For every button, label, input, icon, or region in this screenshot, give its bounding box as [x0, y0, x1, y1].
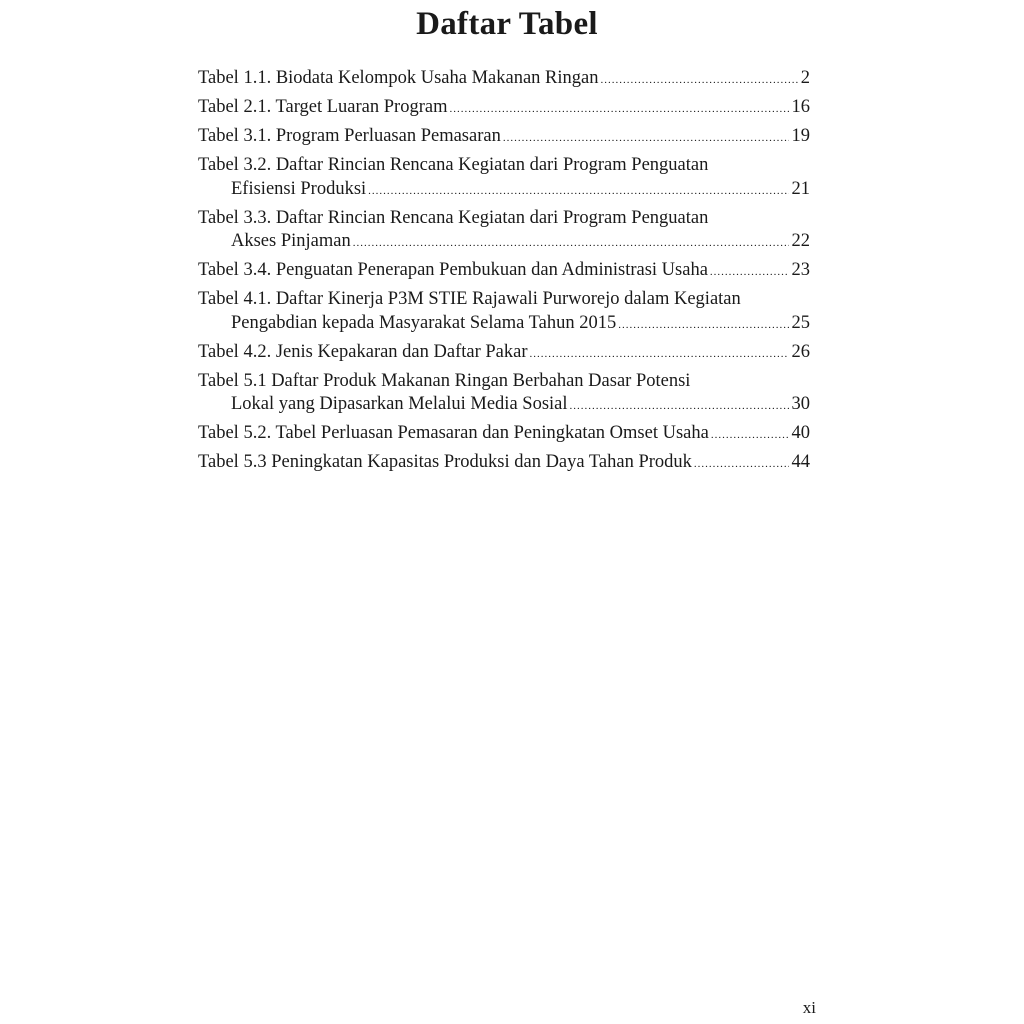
toc-page-number: 22 [791, 231, 810, 251]
dot-leader [503, 127, 789, 151]
dot-leader [449, 98, 788, 122]
toc-page-number: 16 [791, 97, 810, 117]
dot-leader [711, 424, 789, 448]
page-title: Daftar Tabel [416, 6, 598, 42]
toc-entry [198, 96, 810, 122]
toc-entry-text: Tabel 2.1. Target Luaran Program [198, 97, 448, 117]
toc-entry-continuation [198, 178, 810, 204]
dot-leader [710, 261, 789, 285]
toc-entry-line [198, 341, 810, 367]
toc-page-number: 40 [791, 423, 810, 443]
toc-entry-text: Tabel 5.3 Peningkatan Kapasitas Produksi dan Daya Tahan Produk [198, 452, 692, 472]
toc-entry-text: Tabel 3.1. Program Perluasan Pemasaran [198, 126, 501, 146]
dot-leader [570, 395, 789, 419]
toc-entry-line [198, 96, 810, 122]
toc-page-number: 30 [791, 394, 810, 414]
table-list [198, 67, 810, 480]
toc-entry [198, 370, 810, 419]
toc-page-number: 21 [791, 178, 810, 199]
toc-entry-line [198, 370, 810, 394]
toc-entry-text: Tabel 5.2. Tabel Perluasan Pemasaran dan Peningkatan Omset Usaha [198, 423, 709, 443]
toc-entry-text: Tabel 5.1 Daftar Produk Makanan Ringan Berbahan Dasar Potensi [198, 370, 691, 391]
toc-entry [198, 451, 810, 477]
dot-leader [618, 314, 788, 338]
toc-page-number: 25 [791, 312, 810, 333]
toc-page-number: 44 [791, 452, 810, 472]
toc-entry [198, 154, 810, 203]
page-number: xi [802, 998, 816, 1017]
toc-entry-line [198, 207, 810, 231]
toc-entry-line [198, 125, 810, 151]
toc-entry [198, 67, 810, 93]
toc-entry-text: Tabel 1.1. Biodata Kelompok Usaha Makanan Ringan [198, 68, 599, 88]
toc-entry [198, 125, 810, 151]
toc-entry-line [198, 288, 810, 312]
toc-entry [198, 259, 810, 285]
toc-entry-text: Akses Pinjaman [231, 231, 351, 251]
toc-entry-line [198, 154, 810, 178]
dot-leader [694, 453, 789, 477]
toc-entry-line [198, 451, 810, 477]
toc-entry-line [198, 422, 810, 448]
dot-leader [353, 232, 789, 256]
dot-leader [530, 343, 789, 367]
toc-entry-text: Pengabdian kepada Masyarakat Selama Tahun 2015 [231, 312, 617, 333]
toc-entry [198, 207, 810, 256]
toc-entry-line [198, 67, 810, 93]
toc-entry-continuation [198, 230, 810, 256]
toc-page-number: 2 [800, 68, 810, 88]
toc-page-number: 19 [791, 126, 810, 146]
toc-page-number: 26 [791, 341, 810, 362]
toc-entry-text: Tabel 3.4. Penguatan Penerapan Pembukuan dan Administrasi Usaha [198, 260, 708, 280]
dot-leader [600, 69, 797, 93]
toc-entry-text: Efisiensi Produksi [231, 178, 367, 199]
toc-entry-text: Tabel 3.3. Daftar Rincian Rencana Kegiatan dari Program Penguatan [198, 207, 709, 228]
toc-entry-text: Tabel 3.2. Daftar Rincian Rencana Kegiatan dari Program Penguatan [198, 155, 709, 175]
toc-entry-continuation [198, 312, 810, 338]
toc-entry-text: Tabel 4.2. Jenis Kepakaran dan Daftar Pakar [198, 341, 528, 362]
toc-entry [198, 422, 810, 448]
toc-entry-line [198, 259, 810, 285]
toc-page-number: 23 [791, 260, 810, 280]
toc-entry-text: Lokal yang Dipasarkan Melalui Media Sosial [231, 394, 568, 414]
toc-entry [198, 341, 810, 367]
toc-entry-text: Tabel 4.1. Daftar Kinerja P3M STIE Rajawali Purworejo dalam Kegiatan [198, 289, 741, 309]
toc-entry [198, 288, 810, 337]
toc-entry-continuation [198, 393, 810, 419]
dot-leader [368, 180, 788, 204]
